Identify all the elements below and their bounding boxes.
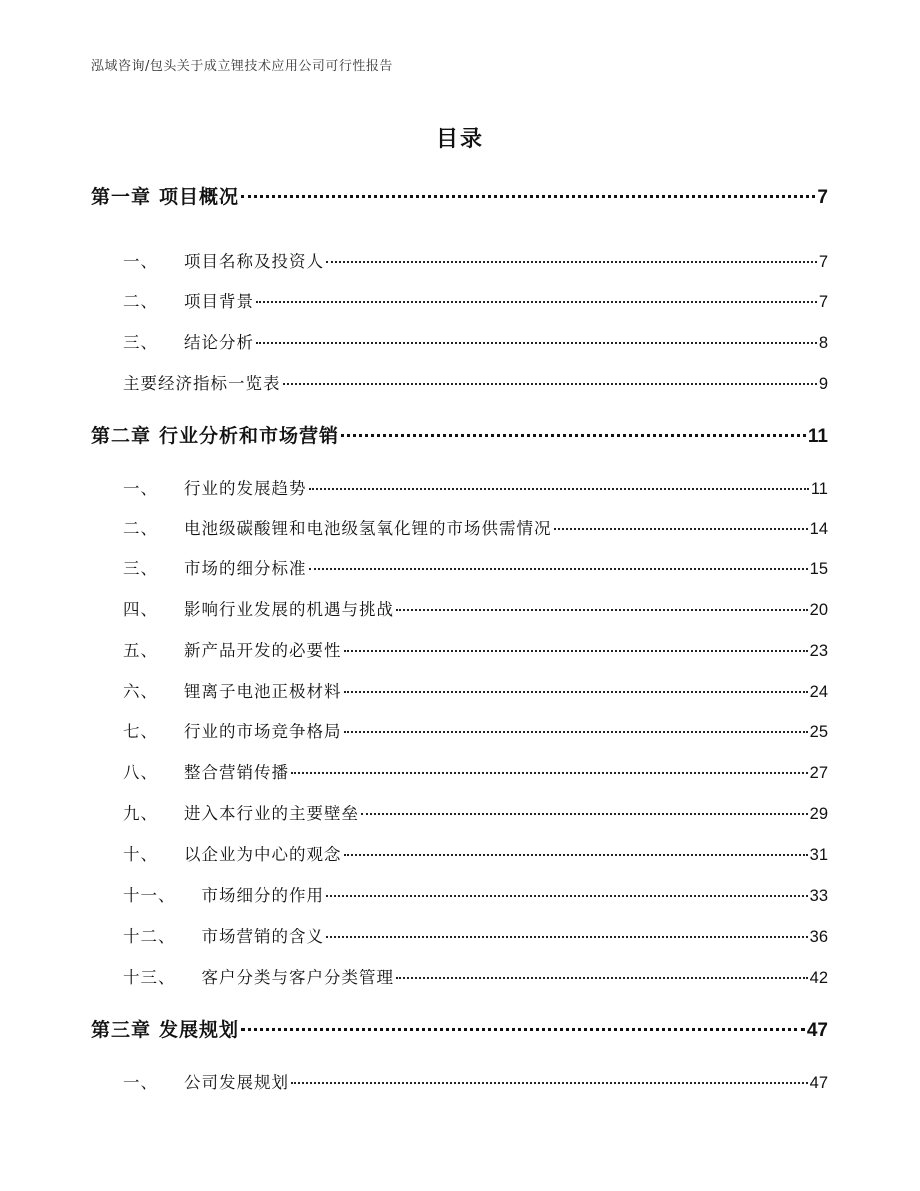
toc-chapter-entry[interactable]	[91, 182, 828, 209]
dot-leader	[326, 895, 808, 897]
dot-leader	[309, 488, 809, 490]
toc-entry-label	[123, 882, 324, 906]
toc-entry-label	[123, 1069, 289, 1093]
toc-entry-number: 十三、	[123, 968, 176, 987]
toc-entry-title: 市场营销的含义	[201, 927, 324, 946]
header-divider	[91, 76, 829, 77]
toc-entry-label	[123, 515, 552, 539]
toc-entry-label	[123, 288, 254, 312]
toc-entry-title: 发展规划	[159, 1019, 240, 1041]
toc-section-entry[interactable]	[123, 370, 828, 394]
toc-chapter-entry[interactable]	[91, 1015, 828, 1042]
toc-page-number: 23	[809, 642, 828, 660]
toc-page-number: 9	[818, 375, 828, 393]
toc-entry-title: 锂离子电池正极材料	[184, 682, 342, 701]
toc-section-entry[interactable]	[123, 248, 828, 272]
toc-entry-title: 以企业为中心的观念	[184, 845, 342, 864]
dot-leader	[283, 383, 817, 385]
toc-entry-title: 行业的市场竞争格局	[184, 722, 342, 741]
toc-page-number: 42	[809, 969, 828, 987]
toc-entry-label	[123, 596, 394, 620]
toc-entry-title: 项目概况	[159, 186, 240, 208]
toc-section-entry[interactable]	[123, 555, 828, 579]
toc-entry-number: 二、	[123, 292, 158, 311]
toc-entry-label	[123, 841, 342, 865]
toc-page-number: 7	[818, 293, 828, 311]
toc-entry-number: 二、	[123, 519, 158, 538]
toc-entry-title: 主要经济指标一览表	[123, 374, 281, 393]
toc-section-entry[interactable]	[123, 882, 828, 906]
toc-page-number: 15	[809, 560, 828, 578]
toc-entry-label	[123, 678, 342, 702]
toc-entry-title: 电池级碳酸锂和电池级氢氧化锂的市场供需情况	[184, 519, 552, 538]
toc-entry-label	[123, 475, 307, 499]
toc-entry-title: 结论分析	[184, 333, 254, 352]
toc-section-entry[interactable]	[123, 678, 828, 702]
dot-leader	[291, 1082, 808, 1084]
toc-section-entry[interactable]	[123, 718, 828, 742]
toc-entry-title: 客户分类与客户分类管理	[201, 968, 394, 987]
toc-page-number: 20	[809, 601, 828, 619]
toc-entry-label	[123, 718, 342, 742]
toc-page-number: 8	[818, 334, 828, 352]
toc-entry-title: 整合营销传播	[184, 763, 289, 782]
toc-section-entry[interactable]	[123, 637, 828, 661]
dot-leader	[309, 568, 808, 570]
toc-entry-label	[123, 370, 281, 394]
toc-page-number: 25	[809, 723, 828, 741]
toc-section-entry[interactable]	[123, 475, 828, 499]
dot-leader	[344, 650, 808, 652]
dot-leader	[361, 813, 808, 815]
dot-leader	[291, 772, 808, 774]
toc-entry-number: 一、	[123, 1073, 158, 1092]
dot-leader	[256, 301, 817, 303]
dot-leader	[326, 936, 808, 938]
dot-leader	[241, 195, 815, 198]
toc-entry-number: 三、	[123, 559, 158, 578]
toc-entry-title: 行业分析和市场营销	[159, 425, 340, 447]
toc-page-number: 27	[809, 764, 828, 782]
toc-entry-label	[123, 329, 254, 353]
dot-leader	[554, 528, 808, 530]
toc-entry-label	[123, 759, 289, 783]
page-title: 目录	[435, 127, 484, 152]
toc-page-number: 11	[807, 426, 828, 447]
toc-section-entry[interactable]	[123, 329, 828, 353]
toc-section-entry[interactable]	[123, 964, 828, 988]
toc-entry-label	[91, 421, 339, 448]
toc-entry-label	[123, 248, 324, 272]
dot-leader	[241, 1028, 805, 1031]
toc-entry-number: 八、	[123, 763, 158, 782]
toc-section-entry[interactable]	[123, 1069, 828, 1093]
toc-section-entry[interactable]	[123, 800, 828, 824]
toc-entry-title: 公司发展规划	[184, 1073, 289, 1092]
toc-page-number: 31	[809, 846, 828, 864]
toc-entry-number: 十、	[123, 845, 158, 864]
toc-entry-number: 第一章	[91, 186, 152, 208]
toc-entry-label	[123, 555, 307, 579]
toc-entry-title: 影响行业发展的机遇与挑战	[184, 600, 394, 619]
toc-entry-number: 十二、	[123, 927, 176, 946]
toc-page-number: 33	[809, 887, 828, 905]
toc-entry-label	[123, 964, 394, 988]
dot-leader	[341, 434, 806, 437]
dot-leader	[396, 977, 808, 979]
toc-page-number: 24	[809, 683, 828, 701]
dot-leader	[344, 854, 808, 856]
toc-page-number: 7	[817, 187, 828, 208]
toc-section-entry[interactable]	[123, 923, 828, 947]
toc-entry-number: 十一、	[123, 886, 176, 905]
toc-entry-label	[123, 800, 359, 824]
toc-entry-number: 一、	[123, 252, 158, 271]
toc-page-number: 7	[818, 253, 828, 271]
toc-entry-number: 三、	[123, 333, 158, 352]
toc-entry-label	[123, 637, 342, 661]
toc-entry-number: 四、	[123, 600, 158, 619]
toc-entry-label	[123, 923, 324, 947]
toc-entry-number: 六、	[123, 682, 158, 701]
dot-leader	[344, 731, 808, 733]
dot-leader	[396, 609, 808, 611]
toc-page-number: 47	[806, 1020, 828, 1041]
toc-entry-label	[91, 1015, 239, 1042]
toc-entry-title: 行业的发展趋势	[184, 479, 307, 498]
toc-entry-number: 第二章	[91, 425, 152, 447]
toc-section-entry[interactable]	[123, 596, 828, 620]
toc-entry-title: 进入本行业的主要壁垒	[184, 804, 359, 823]
toc-entry-number: 七、	[123, 722, 158, 741]
toc-entry-title: 新产品开发的必要性	[184, 641, 342, 660]
toc-section-entry[interactable]	[123, 515, 828, 539]
dot-leader	[344, 691, 808, 693]
toc-entry-number: 五、	[123, 641, 158, 660]
toc-entry-number: 第三章	[91, 1019, 152, 1041]
toc-page-number: 47	[809, 1074, 828, 1092]
toc-entry-title: 市场的细分标准	[184, 559, 307, 578]
toc-page-number: 14	[809, 520, 828, 538]
running-header: 泓域咨询/包头关于成立锂技术应用公司可行性报告	[91, 59, 393, 74]
toc-section-entry[interactable]	[123, 841, 828, 865]
toc-page-number: 29	[809, 805, 828, 823]
toc-entry-title: 项目背景	[184, 292, 254, 311]
toc-page-number: 36	[809, 928, 828, 946]
toc-entry-number: 九、	[123, 804, 158, 823]
toc-entry-title: 市场细分的作用	[201, 886, 324, 905]
toc-entry-title: 项目名称及投资人	[184, 252, 324, 271]
dot-leader	[256, 342, 817, 344]
toc-entry-label	[91, 182, 239, 209]
toc-section-entry[interactable]	[123, 759, 828, 783]
toc-section-entry[interactable]	[123, 288, 828, 312]
toc-chapter-entry[interactable]	[91, 421, 828, 448]
toc-entry-number: 一、	[123, 479, 158, 498]
dot-leader	[326, 261, 817, 263]
toc-page-number: 11	[810, 480, 828, 498]
